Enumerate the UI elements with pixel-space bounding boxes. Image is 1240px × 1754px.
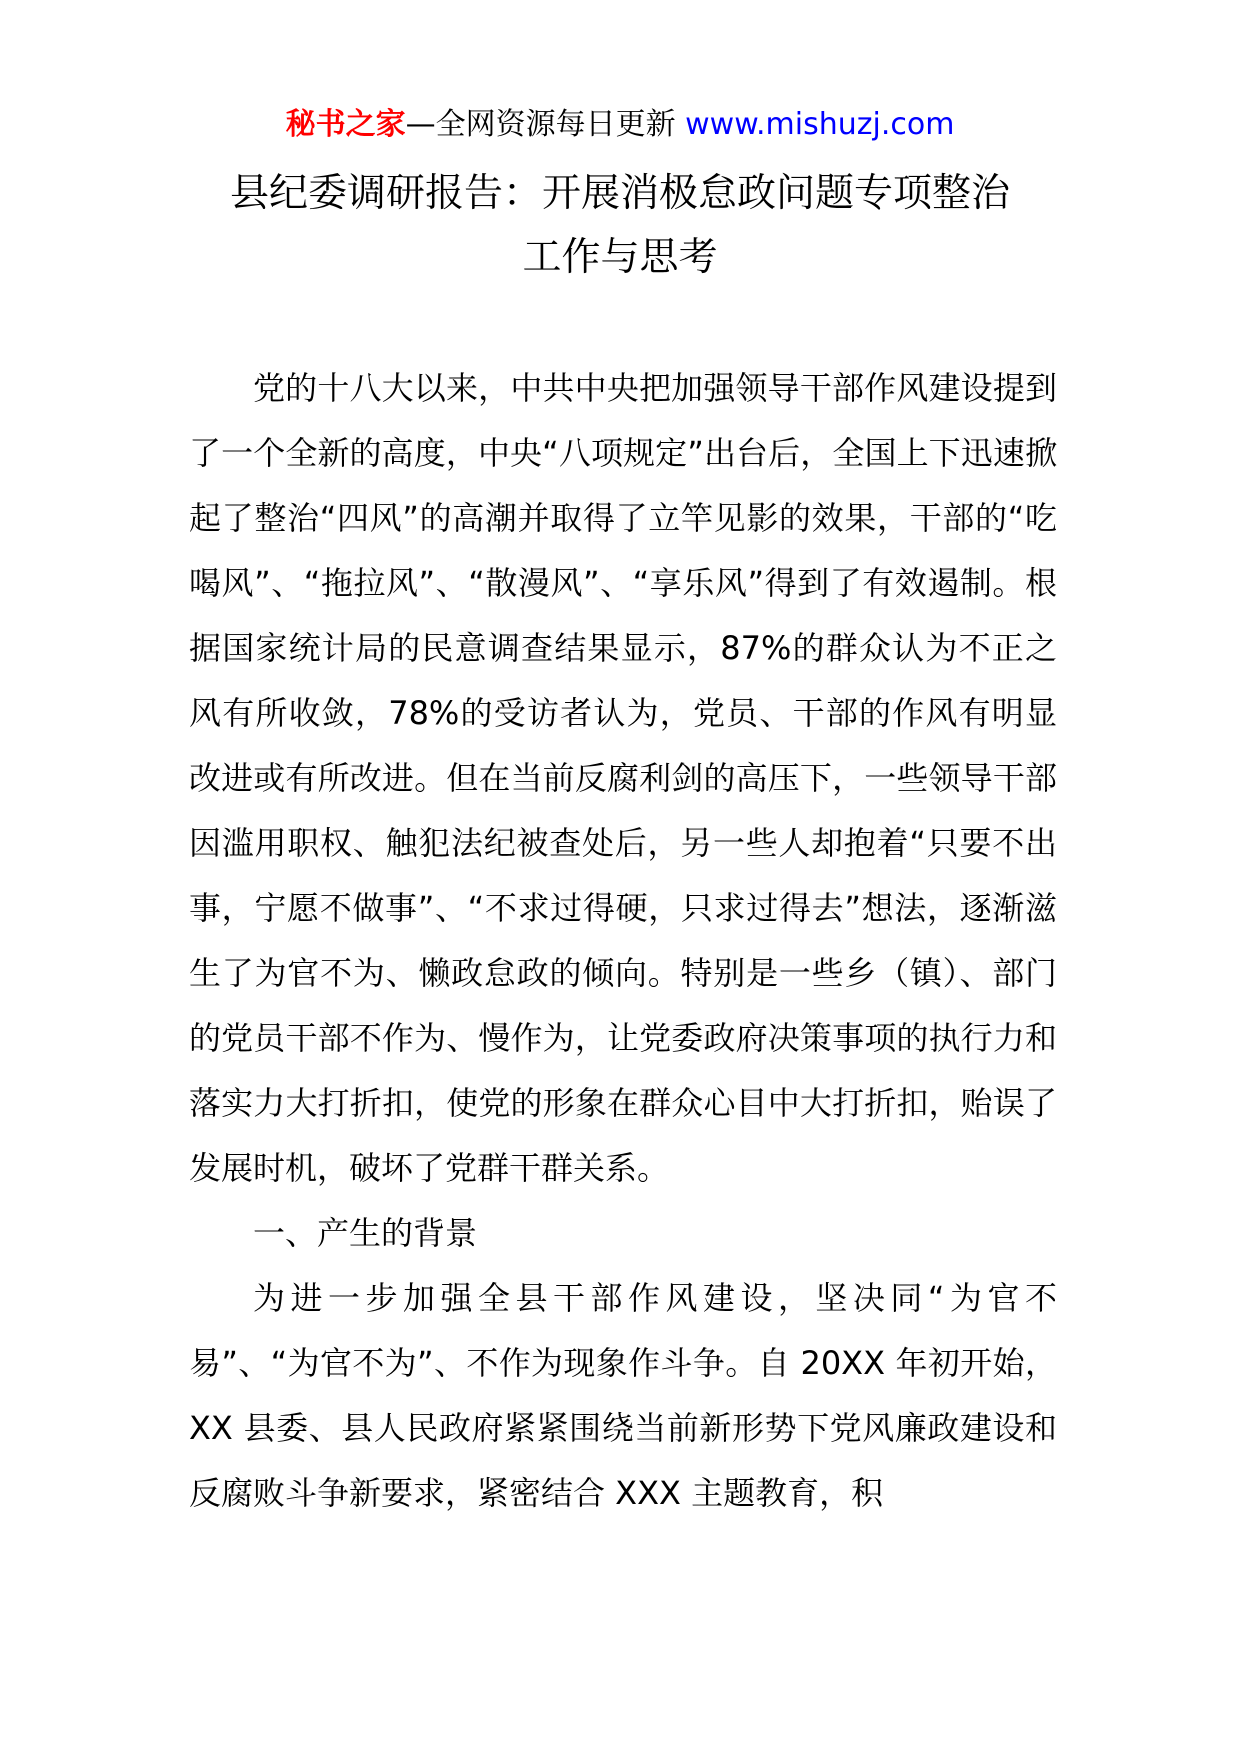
document-title xyxy=(150,162,1090,290)
page-header xyxy=(0,104,1240,146)
document-body xyxy=(189,356,1057,1526)
body-paragraph: 党的十八大以来，中共中央把加强领导干部作风建设提到了一个全新的高度，中央“八项规定”出台后，全国上下迅速掀起了整治“四风”的高潮并取得了立竿见影的效果，干部的“吃喝风”、“拖拉风”、“散漫风”、“享乐风”得到了有效遏制。根据国家统计局的民意调查结果显示，87%的群众认为不正之风有所收敛，78%的受访者认为，党员、干部的作风有明显改进或有所改进。但在当前反腐利剑的高压下，一些领导干部因滥用职权、触犯法纪被查处后，另一些人却抱着“只要不出事，宁愿不做事”、“不求过得硬，只求过得去”想法，逐渐滋生了为官不为、懒政怠政的倾向。特别是一些乡（镇）、部门的党员干部不作为、慢作为，让党委政府决策事项的执行力和落实力大打折扣，使党的形象在群众心目中大打折扣，贻误了发展时机，破坏了党群干群关系。 xyxy=(189,369,1057,1187)
website-link[interactable]: www.mishuzj.com xyxy=(685,107,955,142)
body-paragraph: 为进一步加强全县干部作风建设，坚决同“为官不易”、“为官不为”、不作为现象作斗争。自 20XX 年初开始，XX 县委、县人民政府紧紧围绕当前新形势下党风廉政建设和反腐败斗争新要求，紧密结合 XXX 主题教育，积 xyxy=(189,1279,1057,1512)
section-heading: 一、产生的背景 xyxy=(253,1214,478,1252)
title-line-2: 工作与思考 xyxy=(522,235,718,280)
brand-name: 秘书之家 xyxy=(285,107,406,142)
title-line-1: 县纪委调研报告：开展消极怠政问题专项整治 xyxy=(229,171,1010,216)
header-tagline: —全网资源每日更新 xyxy=(405,107,686,142)
